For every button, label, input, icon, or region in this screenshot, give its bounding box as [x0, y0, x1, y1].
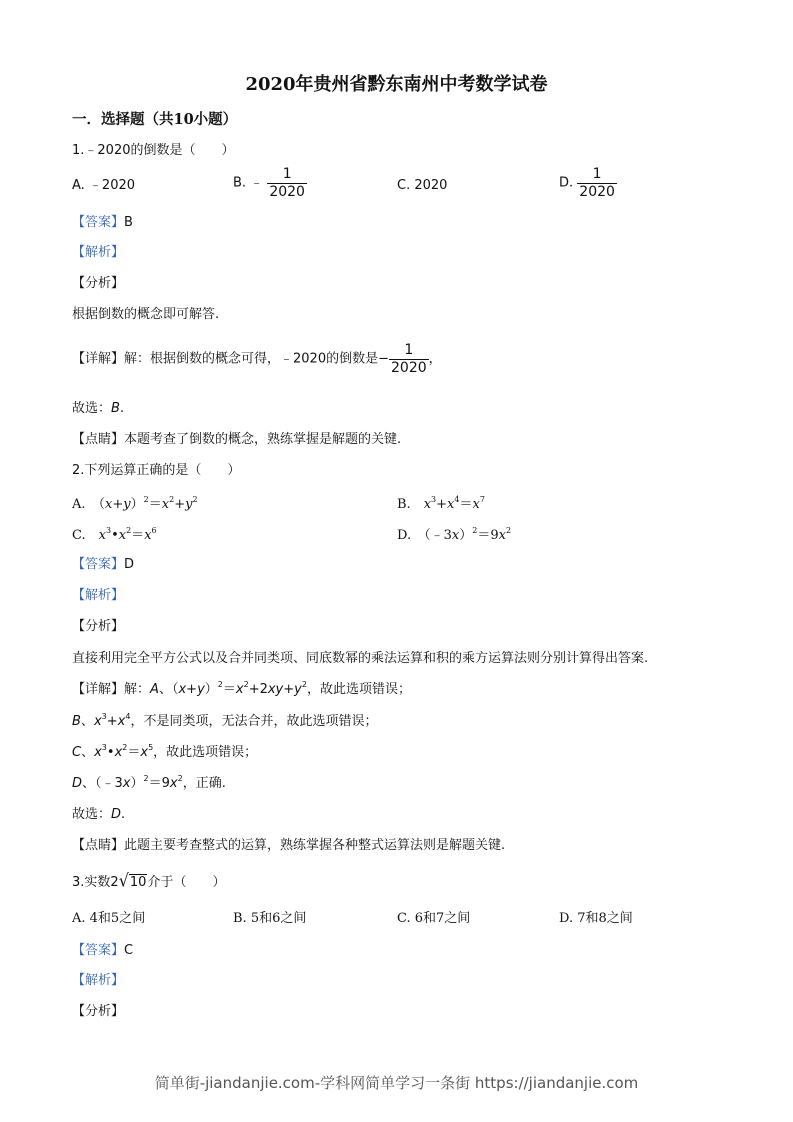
q3-fenxi-label: 【分析】 [72, 1004, 125, 1019]
q1-choose-letter: B [111, 401, 120, 416]
detail-label: 【详解】 [72, 351, 125, 367]
q2-detail-line-1: 【详解】解：A、$(x+y)^2=x^2+2xy+y^2$，故此选项错误； [72, 680, 411, 697]
q2-fenxi-label: 【分析】 [72, 619, 125, 634]
q3-radicand: 10 [129, 875, 147, 890]
q2-stem: 2.下列运算正确的是（ ） [72, 463, 241, 478]
q1-option-d-fraction [577, 166, 617, 201]
answer-label: 【答案】 [72, 215, 125, 230]
answer-label: 【答案】 [72, 943, 125, 958]
q2-detail-line-2: B、$x^3+x^4$，不是同类项，无法合并，故此选项错误； [72, 712, 378, 729]
q1-choose-prefix: 故选： [72, 401, 112, 416]
q1-detail-numerator: 1 [404, 342, 414, 358]
q1-detail-text: 解：根据倒数的概念可得，﹣2020的倒数是 [124, 351, 379, 367]
q1-answer [72, 214, 133, 232]
q3-answer-value: C [124, 943, 134, 958]
q3-option-c: C. 6和7之间 [397, 911, 471, 926]
q1-detail [72, 342, 442, 377]
q2-answer-value: D [124, 557, 135, 572]
q2-comment [72, 837, 505, 855]
q3-option-b: B. 5和6之间 [233, 911, 307, 926]
comment-label: 【点睛】 [72, 838, 125, 853]
q1-option-a: A. ﹣2020 [72, 178, 136, 193]
q3-stem-suffix: 介于（ ） [147, 875, 226, 890]
q2-option-d: D. $(﹣3x)^2=9x^2$ [397, 526, 512, 543]
q2-choose-prefix: 故选： [72, 807, 112, 822]
q1-detail-denominator: 2020 [391, 360, 427, 376]
radical-sign-icon: √ [118, 870, 129, 891]
q3-analysis-label: 【解析】 [72, 973, 125, 988]
q3-stem [72, 872, 225, 892]
q2-detail-line-3: C、$x^3•x^2=x^5$，故此选项错误； [72, 743, 258, 760]
q2-comment-text: 此题主要考查整式的运算，熟练掌握各种整式运算法则是解题关键. [124, 838, 506, 853]
q1-option-b-prefix: B. ﹣ [233, 175, 264, 191]
q1-option-b-fraction [267, 166, 307, 201]
section-heading: 一．选择题（共10小题） [72, 111, 238, 128]
q1-stem: 1.﹣2020的倒数是（ ） [72, 143, 235, 158]
q2-choose [72, 806, 125, 824]
q1-detail-minus: − [378, 351, 390, 367]
q1-option-b-numerator: 1 [282, 166, 292, 182]
page-title: 2020年贵州省黔东南州中考数学试卷 [245, 74, 548, 95]
q1-comment [72, 431, 401, 449]
q3-option-a: A. 4和5之间 [72, 911, 146, 926]
q1-fenxi-label: 【分析】 [72, 276, 125, 291]
q1-option-d-numerator: 1 [592, 166, 602, 182]
q2-option-c: C. $x^3•x^2=x^6$ [72, 526, 157, 543]
q2-detail-line-4: D、$(﹣3x)^2=9x^2$，正确. [72, 774, 226, 791]
q1-option-d [559, 166, 617, 201]
q1-answer-value: B [124, 215, 133, 230]
q1-choose-end: . [119, 401, 125, 416]
q2-option-b: B. $x^3+x^4=x^7$ [397, 495, 485, 512]
q2-answer [72, 556, 134, 574]
q2-analysis-label: 【解析】 [72, 588, 125, 603]
q1-option-c: C. 2020 [397, 178, 448, 193]
q1-analysis-label: 【解析】 [72, 245, 125, 260]
answer-label: 【答案】 [72, 557, 125, 572]
footer-watermark: 简单街-jiandanjie.com-学科网简单学习一条街 https://jiandanjie.com [154, 1074, 639, 1092]
q2-option-a: A. $(x+y)^2=x^2+y^2$ [72, 495, 198, 512]
q1-fenxi-text: 根据倒数的概念即可解答. [72, 307, 220, 322]
q1-comment-text: 本题考查了倒数的概念，熟练掌握是解题的关键. [124, 432, 402, 447]
q2-choose-letter: D [111, 807, 122, 822]
q1-option-b-denominator: 2020 [269, 184, 305, 200]
q2-choose-end: . [121, 807, 126, 822]
detail-label: 【详解】 [72, 682, 125, 697]
q3-answer [72, 942, 133, 960]
q3-option-d: D. 7和8之间 [559, 911, 633, 926]
q2-fenxi-text: 直接利用完全平方公式以及合并同类项、同底数幂的乘法运算和积的乘方运算法则分别计算得出答案. [72, 651, 649, 666]
q3-stem-prefix: 3.实数2 [72, 875, 119, 890]
q1-detail-fraction [389, 342, 429, 377]
q1-option-d-prefix: D. [559, 175, 574, 191]
q1-option-b [233, 166, 307, 201]
q1-option-d-denominator: 2020 [579, 184, 615, 200]
q1-detail-tail: ， [428, 351, 442, 367]
q1-choose [72, 400, 124, 418]
comment-label: 【点睛】 [72, 432, 125, 447]
